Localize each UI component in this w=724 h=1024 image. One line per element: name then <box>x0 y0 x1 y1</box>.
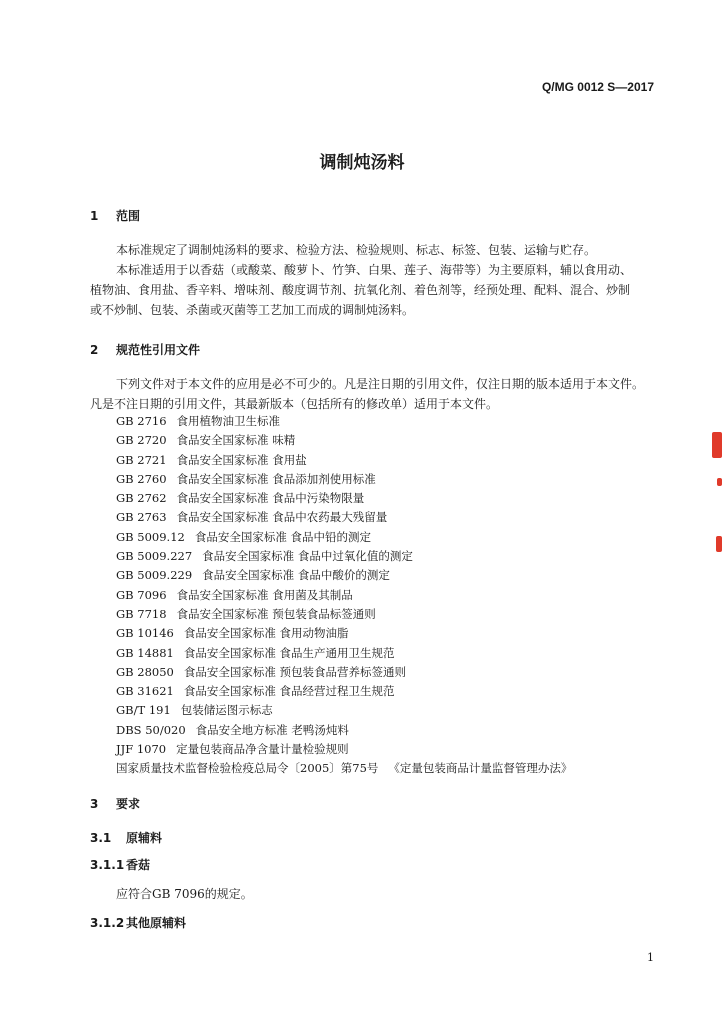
reference-code: GB/T 191 <box>116 703 171 718</box>
reference-item <box>116 566 572 585</box>
scope-paragraph-2-line-3: 或不炒制、包装、杀菌或灭菌等工艺加工而成的调制炖汤料。 <box>90 303 415 317</box>
reference-name: 《定量包装商品计量监督管理办法》 <box>388 761 573 776</box>
reference-item <box>116 605 572 624</box>
reference-item <box>116 508 572 527</box>
section-number: 3 <box>90 797 99 811</box>
reference-name: 食品安全国家标准 食品添加剂使用标准 <box>176 471 376 486</box>
section-title: 要求 <box>116 797 141 811</box>
reference-item <box>116 451 572 470</box>
section-heading-2 <box>90 341 200 358</box>
reference-item <box>116 412 572 431</box>
reference-name: 食品安全国家标准 预包装食品营养标签通则 <box>183 664 407 679</box>
stamp-fragment <box>717 478 722 486</box>
reference-name: 食品安全国家标准 食用动物油脂 <box>183 626 349 641</box>
reference-name: 食品安全国家标准 食品中农药最大残留量 <box>176 510 388 525</box>
scope-paragraph-1: 本标准规定了调制炖汤料的要求、检验方法、检验规则、标志、标签、包装、运输与贮存。 <box>116 243 597 257</box>
reference-name: 食品安全国家标准 食用菌及其制品 <box>176 587 353 602</box>
reference-item <box>116 721 572 740</box>
section-title: 香菇 <box>126 858 151 872</box>
reference-code: DBS 50/020 <box>116 722 186 737</box>
section-title: 范围 <box>116 209 141 223</box>
reference-name: 食品安全国家标准 食品中过氧化值的测定 <box>202 549 413 564</box>
normative-intro <box>90 374 662 414</box>
reference-item <box>116 470 572 489</box>
reference-name: 食品安全国家标准 食品经营过程卫生规范 <box>183 684 395 699</box>
reference-name: 食品安全国家标准 食品中污染物限量 <box>176 491 365 506</box>
section-number: 3.1.2 <box>90 916 125 930</box>
requirement-3-1-1-line: 应符合GB 7096的规定。 <box>116 887 253 901</box>
reference-code: GB 5009.12 <box>116 529 185 544</box>
stamp-fragment <box>712 432 722 458</box>
scope-paragraph-2-line-1: 本标准适用于以香菇（或酸菜、酸萝卜、竹笋、白果、莲子、海带等）为主要原料，辅以食用动、 <box>116 263 633 277</box>
reference-code: 国家质量技术监督检验检疫总局令〔2005〕第75号 <box>116 761 379 776</box>
reference-item <box>116 663 572 682</box>
reference-item <box>116 682 572 701</box>
section-heading-1 <box>90 207 140 224</box>
reference-item <box>116 644 572 663</box>
reference-code: GB 2763 <box>116 510 167 525</box>
reference-name: 包装储运图示标志 <box>180 703 273 718</box>
section-number: 3.1.1 <box>90 858 125 872</box>
section-heading-3-1-1 <box>90 856 150 873</box>
reference-name: 食品安全国家标准 食品中酸价的测定 <box>202 568 390 583</box>
reference-code: GB 31621 <box>116 684 174 699</box>
stamp-fragment <box>716 536 722 552</box>
reference-item <box>116 528 572 547</box>
section-title: 其他原辅料 <box>126 916 187 930</box>
reference-code: GB 7096 <box>116 587 167 602</box>
reference-name: 食品安全国家标准 食品中铅的测定 <box>194 529 372 544</box>
reference-code: GB 5009.229 <box>116 568 193 583</box>
normative-intro-line-1: 下列文件对于本文件的应用是必不可少的。凡是注日期的引用文件，仅注日期的版本适用于本文件。 <box>116 377 645 391</box>
scope-text <box>90 240 662 320</box>
reference-item <box>116 701 572 720</box>
section-heading-3-1-2 <box>90 914 186 931</box>
section-number: 3.1 <box>90 831 112 845</box>
reference-item <box>116 431 572 450</box>
requirement-3-1-1-text <box>90 884 662 904</box>
reference-name: 食品安全国家标准 食用盐 <box>176 452 307 467</box>
reference-code: GB 2720 <box>116 433 167 448</box>
normative-intro-line-2: 凡是不注日期的引用文件，其最新版本（包括所有的修改单）适用于本文件。 <box>90 397 499 411</box>
reference-code: GB 10146 <box>116 626 174 641</box>
section-title: 规范性引用文件 <box>116 343 201 357</box>
reference-code: GB 2716 <box>116 414 167 428</box>
page-title: 调制炖汤料 <box>319 153 405 173</box>
reference-item <box>116 740 572 759</box>
reference-name: 定量包装商品净含量计量检验规则 <box>176 742 349 757</box>
reference-code: GB 5009.227 <box>116 549 193 564</box>
reference-code: GB 2760 <box>116 471 167 486</box>
reference-code: JJF 1070 <box>116 742 167 757</box>
reference-code: GB 2721 <box>116 452 167 467</box>
reference-name: 食品安全国家标准 食品生产通用卫生规范 <box>183 645 395 660</box>
reference-item <box>116 586 572 605</box>
reference-item <box>116 624 572 643</box>
reference-code: GB 2762 <box>116 491 167 506</box>
reference-name: 食品安全国家标准 味精 <box>176 433 296 448</box>
standard-number: Q/MG 0012 S—2017 <box>541 80 654 94</box>
section-number: 2 <box>90 343 99 357</box>
reference-item <box>116 489 572 508</box>
page-number: 1 <box>647 951 654 964</box>
reference-name: 食品安全国家标准 预包装食品标签通则 <box>176 606 376 621</box>
reference-item <box>116 759 572 778</box>
reference-list <box>116 412 572 779</box>
scope-paragraph-2-line-2: 植物油、食用盐、香辛料、增味剂、酸度调节剂、抗氧化剂、着色剂等，经预处理、配料、混合、炒制 <box>90 283 631 297</box>
section-number: 1 <box>90 209 99 223</box>
section-heading-3-1 <box>90 829 162 846</box>
reference-code: GB 28050 <box>116 664 174 679</box>
reference-name: 食品安全地方标准 老鸭汤炖料 <box>195 722 349 737</box>
reference-name: 食用植物油卫生标准 <box>176 414 281 428</box>
reference-code: GB 14881 <box>116 645 174 660</box>
section-heading-3 <box>90 795 140 812</box>
reference-code: GB 7718 <box>116 606 167 621</box>
section-title: 原辅料 <box>126 831 163 845</box>
reference-item <box>116 547 572 566</box>
